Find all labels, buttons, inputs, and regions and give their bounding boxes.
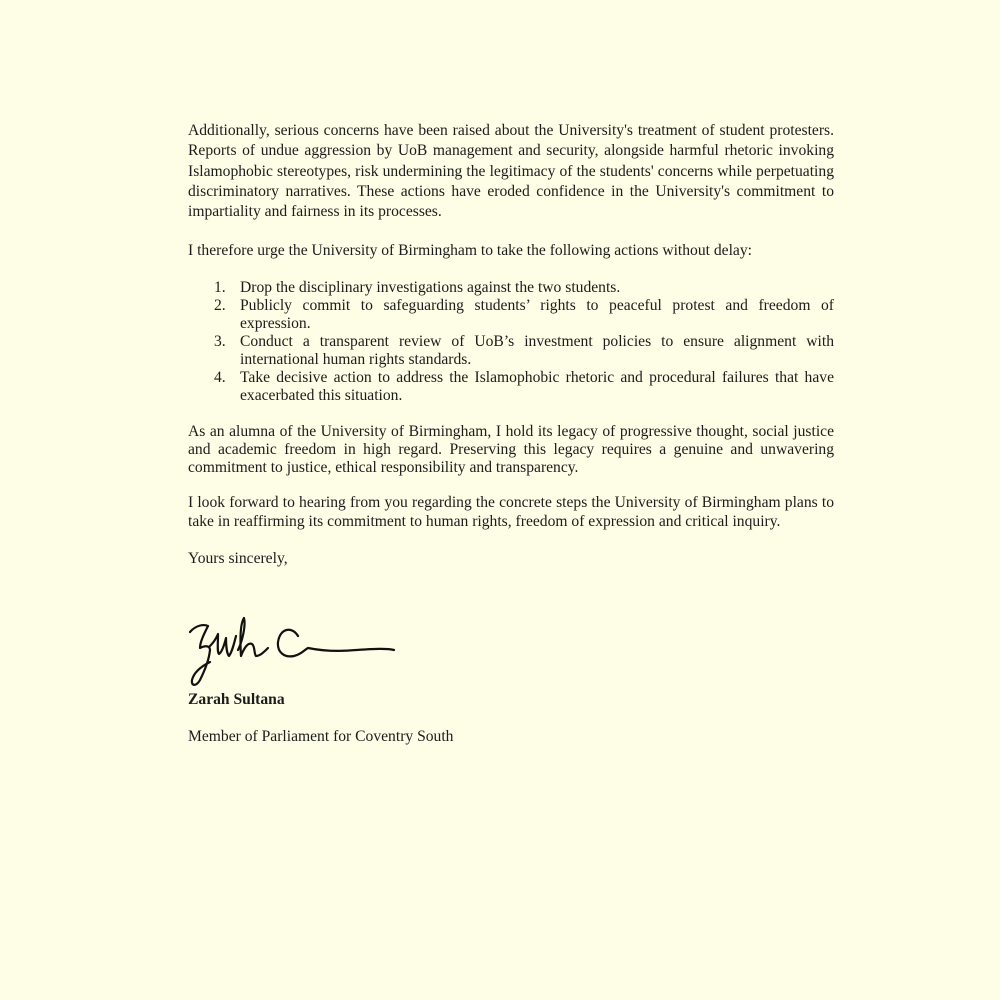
action-item: Conduct a transparent review of UoB’s investment policies to ensure alignment with international human rights standards. [240, 332, 834, 368]
action-item: Take decisive action to address the Islamophobic rhetoric and procedural failures that have exacerbated this situation. [240, 368, 834, 404]
paragraph-urge: I therefore urge the University of Birmingham to take the following actions without delay: [188, 242, 752, 260]
paragraph-look-forward: I look forward to hearing from you regarding the concrete steps the University of Birmingham plans to take in reaffirming its commitment to human rights, freedom of expression and critical inquiry. [188, 493, 834, 530]
paragraph-concerns: Additionally, serious concerns have been raised about the University's treatment of student protesters. Reports of undue aggression by UoB management and security, alongside harmful rhetoric invoking Islamophobic stereotypes, risk undermining the legitimacy of the students' concerns while perpetuating discriminatory narratives. These actions have eroded confidence in the University's commitment to impartiality and fairness in its processes. [188, 122, 834, 221]
action-item: Publicly commit to safeguarding students’ rights to peaceful protest and freedom of expression. [240, 296, 834, 332]
actions-list [188, 279, 834, 405]
signatory-name: Zarah Sultana [188, 691, 285, 708]
paragraph-alumna: As an alumna of the University of Birmingham, I hold its legacy of progressive thought, social justice and academic freedom in high regard. Preserving this legacy requires a genuine and unwavering commitment to justice, ethical responsibility and transparency. [188, 422, 834, 476]
signatory-role: Member of Parliament for Coventry South [188, 728, 454, 745]
handwritten-signature [186, 612, 401, 690]
action-item: Drop the disciplinary investigations against the two students. [240, 278, 621, 296]
closing-salutation: Yours sincerely, [188, 549, 288, 567]
letter-body [188, 121, 834, 569]
